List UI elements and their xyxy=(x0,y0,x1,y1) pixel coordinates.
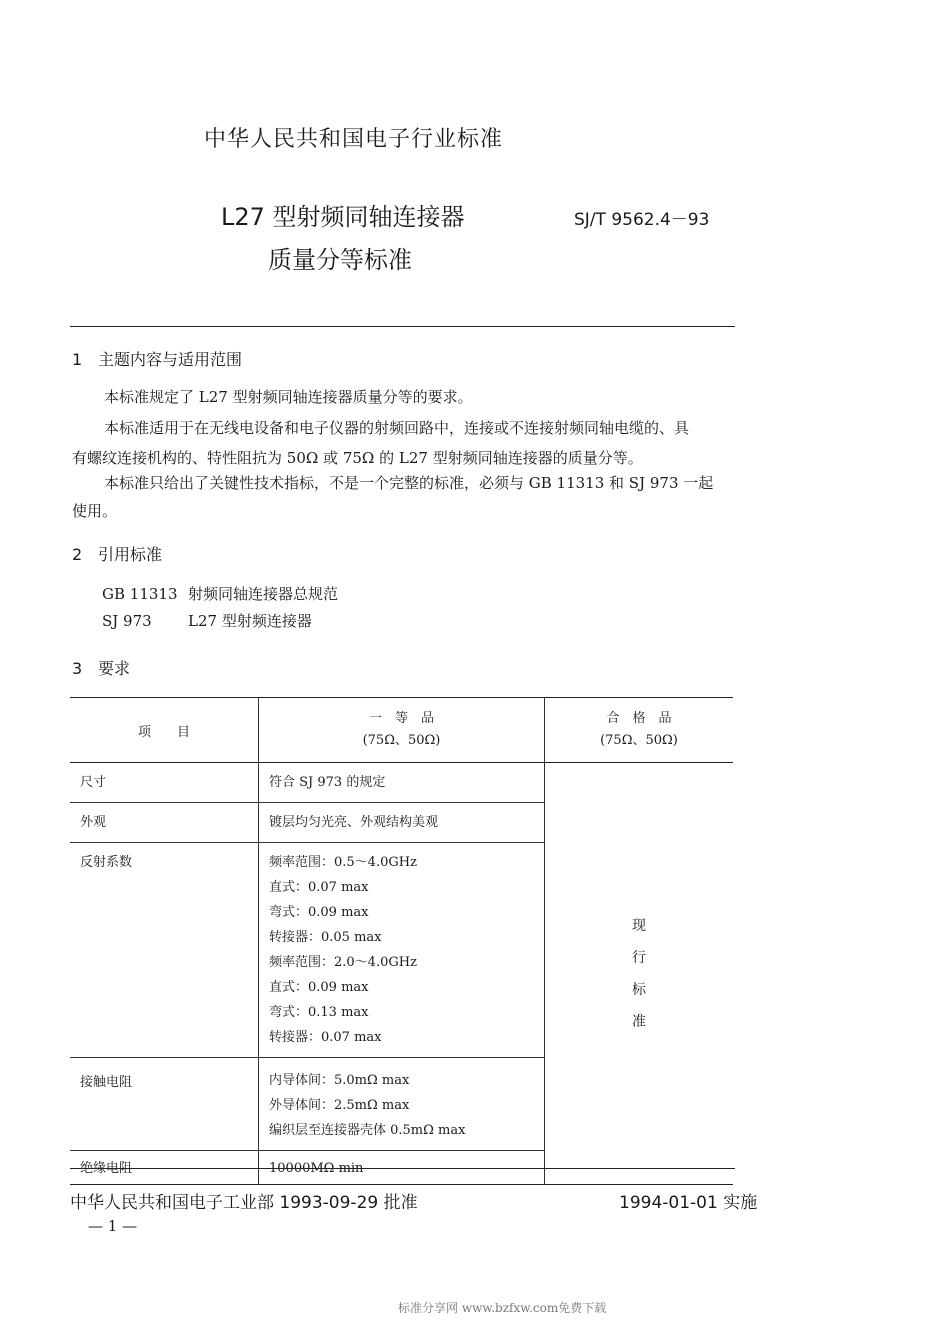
section-2-number: 2 xyxy=(72,545,83,564)
section-2-heading xyxy=(72,542,162,565)
value-cell: 符合 SJ 973 的规定 xyxy=(259,763,545,803)
section-1-paragraph-3-line-2: 使用。 xyxy=(72,502,118,520)
header-item xyxy=(70,698,259,763)
header-qualified-impedance: (75Ω、50Ω) xyxy=(600,733,678,748)
section-1-title: 主题内容与适用范围 xyxy=(98,350,243,369)
implementation-date: 1994-01-01 实施 xyxy=(619,1193,758,1213)
requirements-table xyxy=(70,697,733,1185)
footer-divider xyxy=(70,1168,735,1169)
value-cell: 内导体间：5.0mΩ max 外导体间：2.5mΩ max 编织层至连接器壳体 0.5mΩ max xyxy=(259,1058,545,1151)
document-title-line2: 质量分等标准 xyxy=(268,246,412,274)
header-item-label: 项 目 xyxy=(137,724,190,740)
approval-line: 中华人民共和国电子工业部 1993-09-29 批准 xyxy=(70,1193,418,1213)
watermark-footer: 标准分享网 www.bzfxw.com免费下载 xyxy=(398,1301,607,1315)
section-2-title: 引用标准 xyxy=(98,545,163,564)
qualified-current-standard: 现 行 标 准 xyxy=(632,917,646,1030)
section-1-paragraph-2-line-1: 本标准适用于在无线电设备和电子仪器的射频回路中，连接或不连接射频同轴电缆的、具 xyxy=(104,419,690,437)
reference-title: L27 型射频连接器 xyxy=(188,612,312,630)
section-1-paragraph-3-line-1: 本标准只给出了关键性技术指标，不是一个完整的标准，必须与 GB 11313 和 SJ 973 一起 xyxy=(104,474,714,492)
value-cell: 频率范围：0.5～4.0GHz 直式：0.07 max 弯式：0.09 max 转接器：0.05 max 频率范围：2.0～4.0GHz 直式：0.09 max 弯式：0.13 max 转接器：0.07 max xyxy=(259,843,545,1058)
header-qualified xyxy=(545,698,734,763)
issuing-body-header: 中华人民共和国电子行业标准 xyxy=(204,127,504,152)
section-3-heading xyxy=(72,656,130,679)
header-first-grade-impedance: (75Ω、50Ω) xyxy=(362,733,441,748)
reference-item xyxy=(102,606,312,637)
section-1-paragraph-2-line-2: 有螺纹连接机构的、特性阻抗为 50Ω 或 75Ω 的 L27 型射频同轴连接器的质量分等。 xyxy=(72,449,643,467)
header-first-grade-label: 一 等 品 xyxy=(368,711,434,726)
item-cell: 外观 xyxy=(70,803,259,843)
section-3-title: 要求 xyxy=(98,659,131,678)
section-1-number: 1 xyxy=(72,350,83,369)
page-number: — 1 — xyxy=(88,1217,138,1235)
value-cell: 镀层均匀光亮、外观结构美观 xyxy=(259,803,545,843)
item-cell: 反射系数 xyxy=(70,843,259,1058)
qualified-merged-cell xyxy=(545,763,734,1185)
reference-code: GB 11313 xyxy=(102,585,178,603)
reference-code: SJ 973 xyxy=(102,612,152,630)
header-first-grade xyxy=(259,698,545,763)
item-cell: 接触电阻 xyxy=(70,1058,259,1151)
header-qualified-label: 合 格 品 xyxy=(606,711,672,726)
item-cell: 尺寸 xyxy=(70,763,259,803)
table-row xyxy=(70,763,733,803)
section-1-paragraph-1: 本标准规定了 L27 型射频同轴连接器质量分等的要求。 xyxy=(104,388,473,406)
value-cell: 10000MΩ min xyxy=(259,1151,545,1185)
item-cell: 绝缘电阻 xyxy=(70,1151,259,1185)
section-3-number: 3 xyxy=(72,659,83,678)
standard-number: SJ/T 9562.4－93 xyxy=(574,210,710,230)
header-divider xyxy=(70,326,735,327)
section-1-heading xyxy=(72,347,242,370)
reference-title: 射频同轴连接器总规范 xyxy=(188,585,339,603)
table-header-row xyxy=(70,698,733,763)
document-title-line1: L27 型射频同轴连接器 xyxy=(221,203,465,231)
